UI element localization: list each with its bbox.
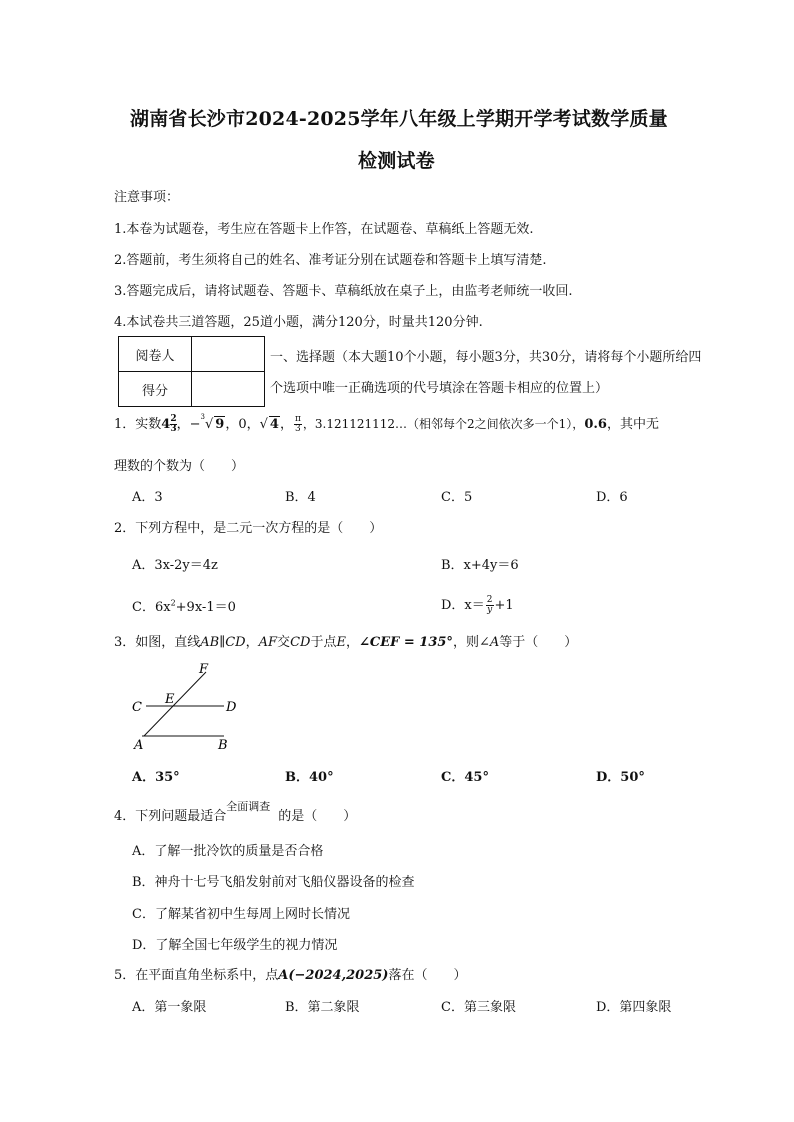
section1-line1: 一、选择题（本大题10个小题，每小题3分，共30分，请将每个小题所给四 — [270, 350, 702, 365]
q5-stem — [114, 964, 466, 983]
label-e: E — [165, 692, 175, 707]
score-value — [192, 372, 265, 407]
q3-cd: CD — [290, 635, 311, 650]
q1-stem-line2: 理数的个数为（ ） — [114, 459, 245, 474]
q4-overlay-wrap — [226, 800, 278, 820]
q1-bold-value: 0.6 — [584, 417, 607, 432]
q1-cbrt-radicand: 9 — [215, 417, 225, 432]
q5-option-a[interactable]: A．第一象限 — [132, 1000, 207, 1015]
label-d: D — [226, 700, 237, 715]
note-item-2: 2.答题前，考生须将自己的姓名、准考证分别在试题卷和答题卡上填写清楚. — [114, 253, 547, 268]
q3-mid1: 交 — [277, 635, 291, 650]
q5-option-c[interactable]: C．第三象限 — [441, 1000, 516, 1015]
note-item-3: 3.答题完成后，请将试题卷、答题卡、草稿纸放在桌子上，由监考老师统一收回. — [114, 284, 573, 299]
q3-stem — [114, 631, 577, 650]
label-b: B — [218, 738, 228, 753]
q5-point: A(−2024,2025) — [278, 968, 389, 983]
q3-option-c[interactable]: C．45° — [441, 770, 489, 785]
q1-option-c[interactable]: C．5 — [441, 490, 473, 505]
q1-option-a[interactable]: A．3 — [132, 490, 163, 505]
q5-option-d[interactable]: D．第四象限 — [596, 1000, 672, 1015]
label-a: A — [134, 738, 144, 753]
q5-stem-pre: 5．在平面直角坐标系中，点 — [114, 968, 279, 983]
q2-optd-post: +1 — [494, 598, 514, 613]
q2-stem: 2．下列方程中，是二元一次方程的是（ ） — [114, 521, 383, 536]
q1-sep1: ，− — [176, 417, 201, 432]
q2-optd-den: y — [487, 605, 493, 615]
reviewer-label: 阅卷人 — [119, 337, 192, 372]
q2-optc-pre: C．6x — [132, 600, 171, 615]
q3-mid3: ，则 — [452, 635, 479, 650]
label-f: F — [199, 662, 209, 677]
q3-sep2: ， — [345, 635, 359, 650]
note-item-4: 4.本试卷共三道答题，25道小题，满分120分，时量共120分钟. — [114, 315, 483, 330]
q1-mixed-den: 3 — [170, 424, 177, 434]
q2-option-a[interactable]: A．3x-2y＝4z — [132, 558, 218, 573]
q4-option-a[interactable]: A．了解一批冷饮的质量是否合格 — [132, 844, 324, 859]
q3-stem-pre: 3．如图，直线 — [114, 635, 201, 650]
q2-optd-num: 2 — [486, 595, 493, 605]
q1-pi-fraction — [294, 415, 302, 434]
q1-suffix: ，其中无 — [606, 417, 659, 432]
q1-sep4: ，3.121121112…（相邻每个2之间依次多一个1）， — [302, 417, 585, 431]
note-item-1: 1.本卷为试题卷，考生应在答题卡上作答，在试题卷、草稿纸上答题无效. — [114, 222, 534, 237]
q5-option-b[interactable]: B．第二象限 — [285, 1000, 360, 1015]
q2-option-c[interactable] — [132, 596, 236, 615]
q4-overlay-text: 全面调查 — [226, 800, 271, 813]
q1-pi-num: π — [294, 414, 301, 424]
q4-stem-pre: 4．下列问题最适合 — [114, 809, 227, 824]
q3-option-b[interactable]: B．40° — [285, 770, 334, 785]
score-label: 得分 — [119, 372, 192, 407]
q3-sep1: ， — [245, 635, 259, 650]
score-table — [118, 336, 265, 407]
q2-option-d[interactable] — [441, 594, 514, 615]
q1-mixed-num: 2 — [170, 414, 177, 424]
q1-sep2: ，0， — [225, 417, 260, 432]
q1-stem-line1: 1．实数4 $\frac{2}{3}$，−$^3$√ 9，0，√ 4， $\frac{\pi}{3}$ ，3.121121112…（相邻每个2之间依次多一个1），0.6，其中无 — [114, 413, 659, 434]
q1-sep3: ， — [279, 417, 293, 432]
q3-figure — [128, 658, 243, 753]
q4-option-b[interactable]: B．神舟十七号飞船发射前对飞船仪器设备的检查 — [132, 875, 415, 890]
q3-option-a[interactable]: A．35° — [132, 770, 180, 785]
section1-line2: 个选项中唯一正确选项的代号填涂在答题卡相应的位置上） — [270, 381, 609, 396]
q2-optd-pre: D．x＝ — [441, 598, 485, 613]
q1-option-b[interactable]: B．4 — [285, 490, 316, 505]
q3-angle-cef: ∠CEF = 135° — [358, 635, 453, 650]
q3-option-d[interactable]: D．50° — [596, 770, 645, 785]
q1-option-d[interactable]: D．6 — [596, 490, 628, 505]
notes-heading: 注意事项： — [114, 190, 180, 205]
q1-prefix: 1．实数 — [114, 417, 162, 432]
q2-option-b[interactable]: B．x+4y＝6 — [441, 558, 519, 573]
label-c: C — [132, 700, 142, 715]
page-title-line1: 湖南省长沙市2024-2025学年八年级上学期开学考试数学质量 — [130, 108, 668, 130]
q3-ab-cd: AB∥CD — [200, 635, 246, 650]
q4-stem-post: 的是（ ） — [278, 809, 357, 824]
q2-optc-post: +9x-1＝0 — [175, 600, 236, 615]
line-af — [144, 672, 206, 736]
q4-stem — [114, 800, 357, 824]
reviewer-value — [192, 337, 265, 372]
q3-af: AF — [258, 635, 278, 650]
q1-pi-den: 3 — [295, 424, 301, 434]
q1-cbrt-index: 3 — [200, 413, 205, 421]
q4-option-c[interactable]: C．了解某省初中生每周上网时长情况 — [132, 907, 350, 922]
q5-stem-post: 落在（ ） — [388, 968, 467, 983]
q4-option-d[interactable]: D．了解全国七年级学生的视力情况 — [132, 938, 338, 953]
q3-angle-a: ∠A — [478, 635, 500, 650]
q3-mid2: 于点 — [310, 635, 337, 650]
q1-mixed-whole: 4 — [161, 417, 171, 432]
q1-sqrt-radicand: 4 — [269, 417, 279, 432]
q3-e: E — [336, 635, 346, 650]
page-title-line2: 检测试卷 — [358, 150, 435, 172]
q2-optc-sup: 2 — [170, 598, 176, 608]
q3-stem-post: 等于（ ） — [499, 635, 578, 650]
q2-optd-fraction — [486, 596, 494, 615]
